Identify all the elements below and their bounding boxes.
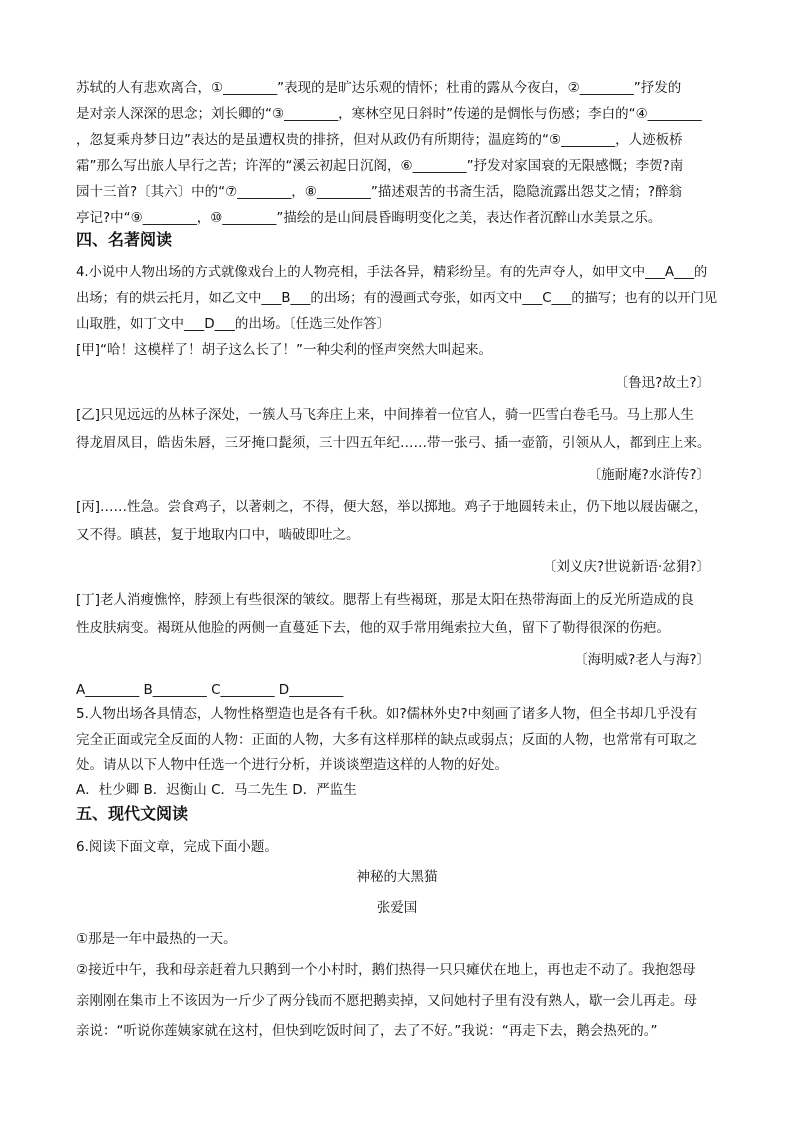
- article-paragraph-2-line-3: 亲说：“听说你莲姨家就在这村，但快到吃饭时间了，去了不好。”我说：“再走下去，鹅会热死的。”: [76, 1023, 658, 1039]
- excerpt-bing-line-1: [丙]……性急。尝食鸡子，以著刺之，不得，便大怒，举以掷地。鸡子于地圆转未止，仍下地以屐齿碾之，: [76, 499, 708, 515]
- question-6: 6.阅读下面文章，完成下面小题。: [76, 839, 278, 855]
- excerpt-ding-line-2: 性皮肤病变。褐斑从他脸的两侧一直蔓延下去，他的双手常用绳索拉大鱼，留下了勒得很深的伤疤。: [76, 620, 670, 636]
- question-5-line-3: 处。请从以下人物中任选一个进行分析，并谈谈塑造这样的人物的好处。: [76, 757, 508, 773]
- poem-fill-line-6: 亭记?中“⑨________，⑩________”描绘的是山间晨昏晦明变化之美，表达作者沉醉山水美景之乐。: [76, 210, 662, 226]
- excerpt-yi-source: 〔施耐庵?水浒传?〕: [587, 467, 710, 483]
- article-paragraph-2-line-2: 亲刚刚在集市上不该因为一斤少了两分钱而不愿把鹅卖掉，又问她村子里有没有熟人，歇一会儿再走。母: [76, 993, 697, 1009]
- poem-fill-line-5: 园十三首?〔其六〕中的“⑦________，⑧________”描述艰苦的书斋生活，隐隐流露出怨艾之情；?醉翁: [76, 184, 683, 200]
- section-heading-4: 四、名著阅读: [76, 230, 173, 249]
- poem-fill-line-4: 霜”那么写出旅人早行之苦；许浑的“溪云初起日沉阁，⑥________”抒发对家国衰的无限感慨；李贺?南: [76, 158, 684, 174]
- article-paragraph-1: ①那是一年中最热的一天。: [76, 931, 237, 947]
- article-author: 张爱国: [376, 900, 418, 916]
- question-5-line-2: 完全正面或完全反面的人物：正面的人物，大多有这样那样的缺点或弱点；反面的人物，也常常有可取之: [76, 732, 697, 748]
- excerpt-ding-source: 〔海明威?老人与海?〕: [574, 652, 710, 668]
- poem-fill-line-3: ，忽复乘舟梦日边”表达的是虽遭权贵的排挤，但对从政仍有所期待；温庭筠的“⑤________，人迹板桥: [76, 132, 683, 148]
- excerpt-jia-source: 〔鲁迅?故土?〕: [614, 375, 710, 391]
- question-5-line-1: 5.人物出场各具情态，人物性格塑造也是各有千秋。如?儒林外史?中刻画了诸多人物，但全书却几乎没有: [76, 706, 698, 722]
- article-title: 神秘的大黑猫: [356, 869, 438, 885]
- excerpt-yi-line-2: 得龙眉凤目，皓齿朱唇，三牙掩口髭须，三十四五年纪……带一张弓、插一壶箭，引领从人，都到庄上来。: [76, 435, 711, 451]
- question-4-line-2: 出场；有的烘云托月，如乙文中___B___的出场；有的漫画式夸张，如丙文中___C___的描写；也有的以开门见: [76, 291, 718, 306]
- excerpt-ding-line-1: [丁]老人消瘦憔悴，脖颈上有些很深的皱纹。腮帮上有些褐斑，那是太阳在热带海面上的反光所造成的良: [76, 592, 695, 608]
- question-4-line-1: 4.小说中人物出场的方式就像戏台上的人物亮相，手法各异，精彩纷呈。有的先声夺人，如甲文中___A___的: [76, 265, 708, 280]
- excerpt-jia: [甲]“哈！这模样了！胡子这么长了！”一种尖利的怪声突然大叫起来。: [76, 342, 493, 358]
- question-4-line-3: 山取胜，如丁文中___D___的出场。〔任选三处作答〕: [76, 316, 391, 332]
- section-heading-5: 五、现代文阅读: [76, 804, 189, 823]
- question-5-options: A．杜少卿 B．迟衡山 C．马二先生 D．严监生: [76, 782, 357, 798]
- article-paragraph-2-line-1: ②接近中午，我和母亲赶着九只鹅到一个小村时，鹅们热得一只只瘫伏在地上，再也走不动了。我抱怨母: [76, 962, 696, 978]
- excerpt-bing-line-2: 又不得。瞋甚，复于地取内口中，啮破即吐之。: [76, 527, 360, 543]
- poem-fill-line-1: 苏轼的人有悲欢离合，①________”表现的是旷达乐观的情怀；杜甫的露从今夜白，②________”抒发的: [76, 80, 682, 96]
- poem-fill-line-2: 是对亲人深深的思念；刘长卿的“③________，寒林空见日斜时”传递的是惆怅与伤感；李白的“④________: [76, 106, 702, 122]
- excerpt-bing-source: 〔刘义庆?世说新语·忿狷?〕: [542, 559, 710, 575]
- answer-blanks-line: A________ B________ C________ D________: [76, 682, 344, 698]
- excerpt-yi-line-1: [乙]只见远远的丛林子深处，一簇人马飞奔庄上来，中间捧着一位官人，骑一匹雪白卷毛马。马上那人生: [76, 407, 695, 423]
